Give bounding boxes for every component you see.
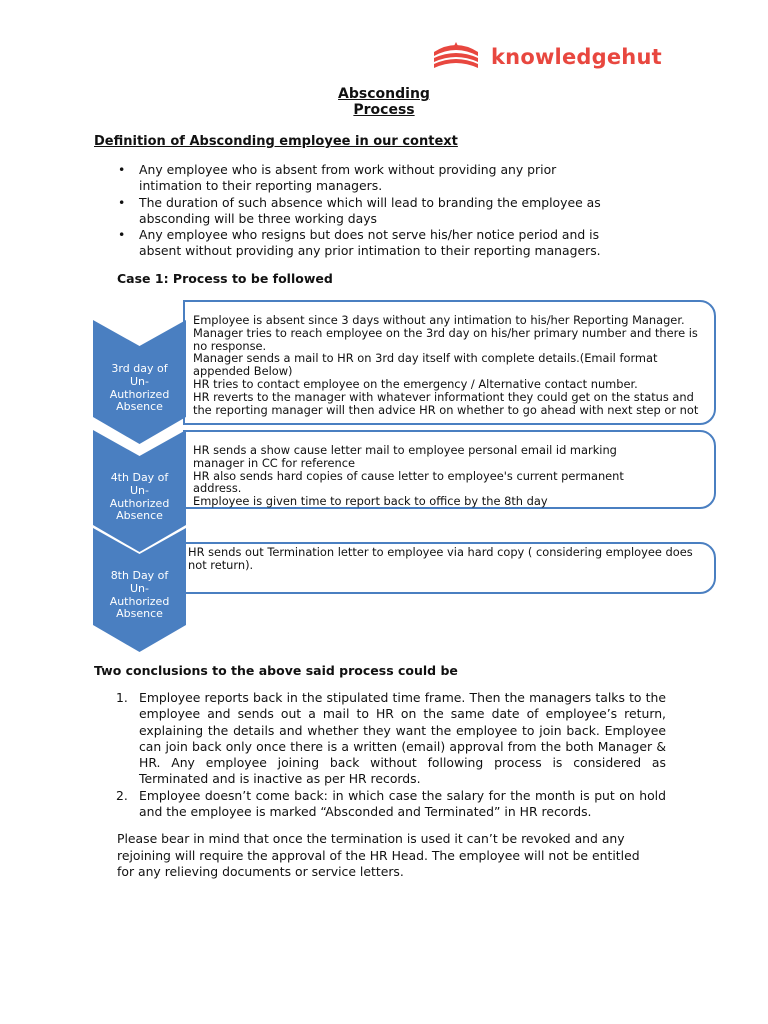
step-chevron-3rd-day: 3rd day of Un- Authorized Absence (93, 320, 186, 444)
conclusions-heading: Two conclusions to the above said process could be (94, 663, 458, 678)
brand-name: knowledgehut (491, 45, 662, 69)
closing-paragraph: Please bear in mind that once the termination is used it can’t be revoked and any rejoining will require the approval of the HR Head. The employee will not be entitled for any relieving documents or service letters. (117, 831, 640, 879)
title-line-1: Absconding (338, 86, 430, 102)
step-box-4th-day: HR sends a show cause letter mail to employee personal email id marking manager in CC for reference HR also sends hard copies of cause letter to employee's current permanent address. Employee is given time to report back to office by the 8th day (183, 430, 716, 509)
book-stack-icon (430, 40, 482, 74)
step-box-8th-day: HR sends out Termination letter to employee via hard copy ( considering employee does not return). (183, 542, 716, 594)
definition-heading: Definition of Absconding employee in our context (94, 134, 458, 149)
definition-list (118, 162, 638, 260)
page-title (0, 86, 768, 118)
step-chevron-4th-day: 4th Day of Un- Authorized Absence (93, 430, 186, 552)
brand-logo (430, 40, 662, 74)
list-item: 1. Employee reports back in the stipulated time frame. Then the managers talks to the employee and sends out a mail to HR on the same date of employee’s return, explaining the details and whether they want the employee to join back. Employee can join back only once there is a written (email) approval from the both Manager & HR. Any employee joining back without following process is considered as Terminated and is inactive as per HR records. (116, 690, 666, 787)
step-box-3rd-day: Employee is absent since 3 days without any intimation to his/her Reporting Manager. Manager tries to reach employee on the 3rd day on his/her primary number and there is no response. Manager sends a mail to HR on 3rd day itself with complete details.(Email format appended Below) HR tries to contact employee on the emergency / Alternative contact number. HR reverts to the manager with whatever informationt they could get on the status and the reporting manager will then advice HR on whether to go ahead with next step or not (183, 300, 716, 425)
list-item: • The duration of such absence which will lead to branding the employee as absconding will be three working days (118, 195, 638, 228)
title-line-2: Process (353, 102, 415, 118)
step-chevron-8th-day: 8th Day of Un- Authorized Absence (93, 528, 186, 652)
list-item: • Any employee who is absent from work without providing any prior intimation to their reporting managers. (118, 162, 638, 195)
conclusions-list (116, 690, 666, 820)
list-item: 2. Employee doesn’t come back: in which case the salary for the month is put on hold and the employee is marked “Absconded and Terminated” in HR records. (116, 787, 666, 820)
list-item: • Any employee who resigns but does not serve his/her notice period and is absent without providing any prior intimation to their reporting managers. (118, 227, 638, 260)
case-heading: Case 1: Process to be followed (117, 271, 333, 286)
